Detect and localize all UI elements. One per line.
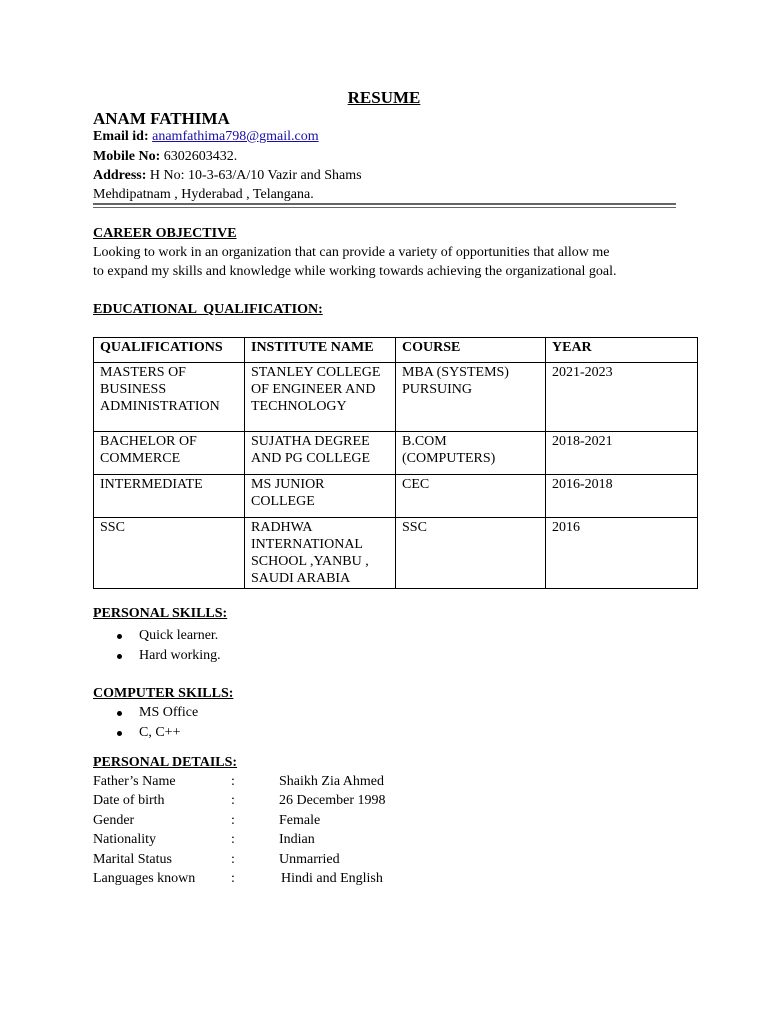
candidate-name: ANAM FATHIMA [93,109,230,128]
detail-label: Date of birth [93,793,165,809]
table-cell: RADHWA INTERNATIONAL SCHOOL ,YANBU , SAUDI ARABIA [245,518,396,589]
table-cell: 2016 [546,518,698,589]
detail-separator: : [231,832,235,848]
computer-skills-list [93,704,198,744]
list-item [93,704,198,724]
table-header-cell: INSTITUTE NAME [245,338,396,363]
skill-label: Hard working. [139,648,221,663]
detail-separator: : [231,793,235,809]
table-cell: MASTERS OF BUSINESS ADMINISTRATION [94,363,245,432]
career-objective-text [93,243,693,281]
detail-label: Languages known [93,870,196,886]
skill-label: MS Office [139,705,199,720]
table-cell: 2021-2023 [546,363,698,432]
personal-skills-heading: PERSONAL SKILLS: [93,606,228,621]
table-cell: BACHELOR OF COMMERCE [94,432,245,475]
detail-separator: : [231,870,235,886]
mobile-label: Mobile No: [93,149,161,164]
personal-skills-list [93,627,221,667]
detail-value: Female [279,812,321,828]
table-row [94,363,698,432]
detail-separator: : [231,774,235,789]
personal-details-heading: PERSONAL DETAILS: [93,755,238,770]
resume-title: RESUME [347,88,421,107]
bullet-icon [117,654,122,659]
mobile-line [93,148,237,166]
table-cell: INTERMEDIATE [94,475,245,518]
table-cell: MS JUNIOR COLLEGE [245,475,396,518]
education-heading: EDUCATIONAL QUALIFICATION: [93,302,323,317]
header-divider-thin [93,207,676,208]
computer-skills-heading: COMPUTER SKILLS: [93,686,234,701]
table-header-cell: COURSE [396,338,546,363]
detail-separator: : [231,851,235,867]
skill-label: Quick learner. [139,628,219,643]
detail-value: Shaikh Zia Ahmed [279,774,384,789]
email-label: Email id: [93,129,149,144]
skill-label: C, C++ [139,725,181,740]
bullet-icon [117,731,122,736]
table-cell: SUJATHA DEGREE AND PG COLLEGE [245,432,396,475]
detail-value: Unmarried [279,851,340,867]
address-value-line2: Mehdipatnam , Hyderabad , Telangana. [93,187,314,202]
detail-label: Gender [93,812,135,828]
career-objective-heading: CAREER OBJECTIVE [93,226,237,241]
table-cell: 2018-2021 [546,432,698,475]
list-item [93,724,198,744]
detail-value: Indian [279,832,315,848]
education-table [93,337,698,589]
table-header-cell: QUALIFICATIONS [94,338,245,363]
detail-value: 26 December 1998 [279,793,386,809]
address-line [93,167,362,185]
table-row [94,432,698,475]
list-item [93,647,221,667]
mobile-value: 6302603432. [163,149,238,164]
bullet-icon [117,634,122,639]
table-row [94,518,698,589]
detail-label: Nationality [93,832,156,848]
table-cell: CEC [396,475,546,518]
table-cell: 2016-2018 [546,475,698,518]
table-cell: STANLEY COLLEGE OF ENGINEER AND TECHNOLOGY [245,363,396,432]
bullet-icon [117,711,122,716]
email-line [93,128,319,146]
table-row [94,475,698,518]
career-objective-line: Looking to work in an organization that can provide a variety of opportunities that allow me [93,245,610,260]
table-cell: B.COM (COMPUTERS) [396,432,546,475]
table-cell: SSC [94,518,245,589]
table-header-row [94,338,698,363]
detail-label: Marital Status [93,851,172,867]
address-label: Address: [93,168,147,183]
table-header-cell: YEAR [546,338,698,363]
table-cell: MBA (SYSTEMS) PURSUING [396,363,546,432]
list-item [93,627,221,647]
email-link[interactable]: anamfathima798@gmail.com [152,129,319,144]
address-value-line1: H No: 10-3-63/A/10 Vazir and Shams [149,168,362,183]
career-objective-line: to expand my skills and knowledge while working towards achieving the organizational goal. [93,264,617,279]
table-cell: SSC [396,518,546,589]
detail-separator: : [231,812,235,828]
detail-label: Father’s Name [93,774,176,789]
detail-value: Hindi and English [281,870,383,886]
header-divider [93,203,676,205]
